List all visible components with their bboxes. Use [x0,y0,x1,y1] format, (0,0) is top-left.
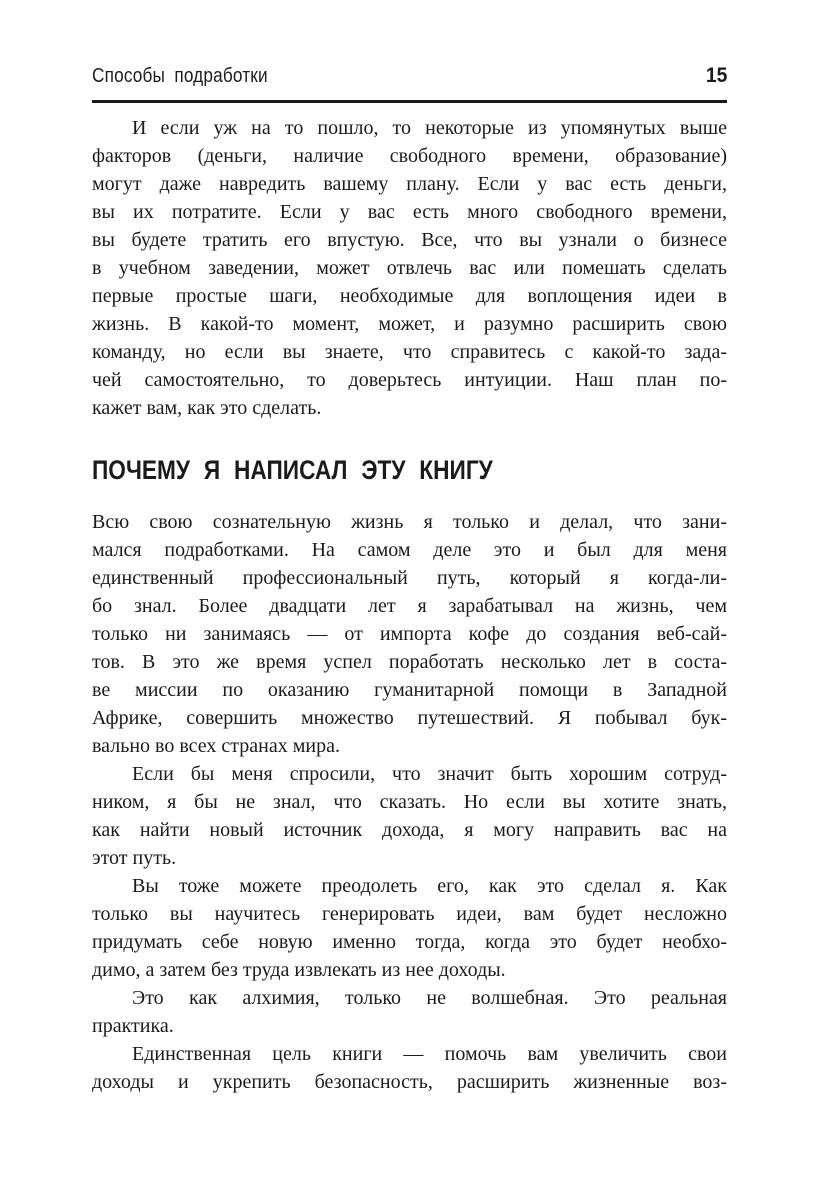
body-line: как найти новый источник дохода, я могу направить вас на [92,819,727,841]
paragraph-4 [92,872,727,984]
section-heading [92,454,727,486]
body-line: могут даже навредить вашему плану. Если у вас есть деньги, [92,173,727,195]
running-head-title: Способы подработки [92,65,268,87]
page-body [92,114,727,1096]
page-header [92,64,727,88]
paragraph-6 [92,1040,727,1096]
body-line: И если уж на то пошло, то некоторые из упомянутых выше [132,117,727,139]
body-line: придумать себе новую именно тогда, когда это будет необхо- [92,931,727,953]
paragraph-5 [92,984,727,1040]
header-rule [92,100,727,103]
body-line: бо знал. Более двадцати лет я зарабатывал на жизнь, чем [92,595,727,617]
page-number: 15 [705,64,727,87]
section-heading-text: ПОЧЕМУ Я НАПИСАЛ ЭТУ КНИГУ [92,455,493,485]
paragraph-3 [92,760,727,872]
body-line: в учебном заведении, может отвлечь вас или помешать сделать [92,257,727,279]
body-line: тов. В это же время успел поработать несколько лет в соста- [92,651,727,673]
body-line: Если бы меня спросили, что значит быть хорошим сотруд- [132,763,727,785]
body-line: кажет вам, как это сделать. [92,397,322,419]
body-line: вально во всех странах мира. [92,735,340,757]
body-line: Вы тоже можете преодолеть его, как это сделал я. Как [132,875,727,897]
body-line: Всю свою сознательную жизнь я только и делал, что зани- [92,511,727,533]
body-line: жизнь. В какой-то момент, может, и разумно расширить свою [92,313,727,335]
body-line: этот путь. [92,847,177,869]
paragraph-1 [92,114,727,422]
body-line: только ни занимаясь — от импорта кофе до создания веб-сай- [92,623,727,645]
body-line: только вы научитесь генерировать идеи, вам будет несложно [92,903,727,925]
body-line: единственный профессиональный путь, который я когда-ли- [92,567,727,589]
body-line: вы их потратите. Если у вас есть много свободного времени, [92,201,727,223]
body-line: мался подработками. На самом деле это и был для меня [92,539,727,561]
body-line: практика. [92,1015,174,1037]
body-line: вы будете тратить его впустую. Все, что вы узнали о бизнесе [92,229,727,251]
body-line: факторов (деньги, наличие свободного времени, образование) [92,145,727,167]
body-line: Это как алхимия, только не волшебная. Это реальная [132,987,727,1009]
body-line: ве миссии по оказанию гуманитарной помощи в Западной [92,679,727,701]
body-line: Африке, совершить множество путешествий. Я побывал бук- [92,707,727,729]
paragraph-2 [92,508,727,760]
body-line: команду, но если вы знаете, что справитесь с какой-то зада- [92,341,727,363]
body-line: доходы и укрепить безопасность, расширить жизненные воз- [92,1071,727,1093]
body-line: димо, а затем без труда извлекать из нее доходы. [92,959,506,981]
body-line: первые простые шаги, необходимые для воплощения идеи в [92,285,727,307]
body-line: ником, я бы не знал, что сказать. Но если вы хотите знать, [92,791,727,813]
body-line: Единственная цель книги — помочь вам увеличить свои [132,1043,727,1065]
body-line: чей самостоятельно, то доверьтесь интуиции. Наш план по- [92,369,727,391]
